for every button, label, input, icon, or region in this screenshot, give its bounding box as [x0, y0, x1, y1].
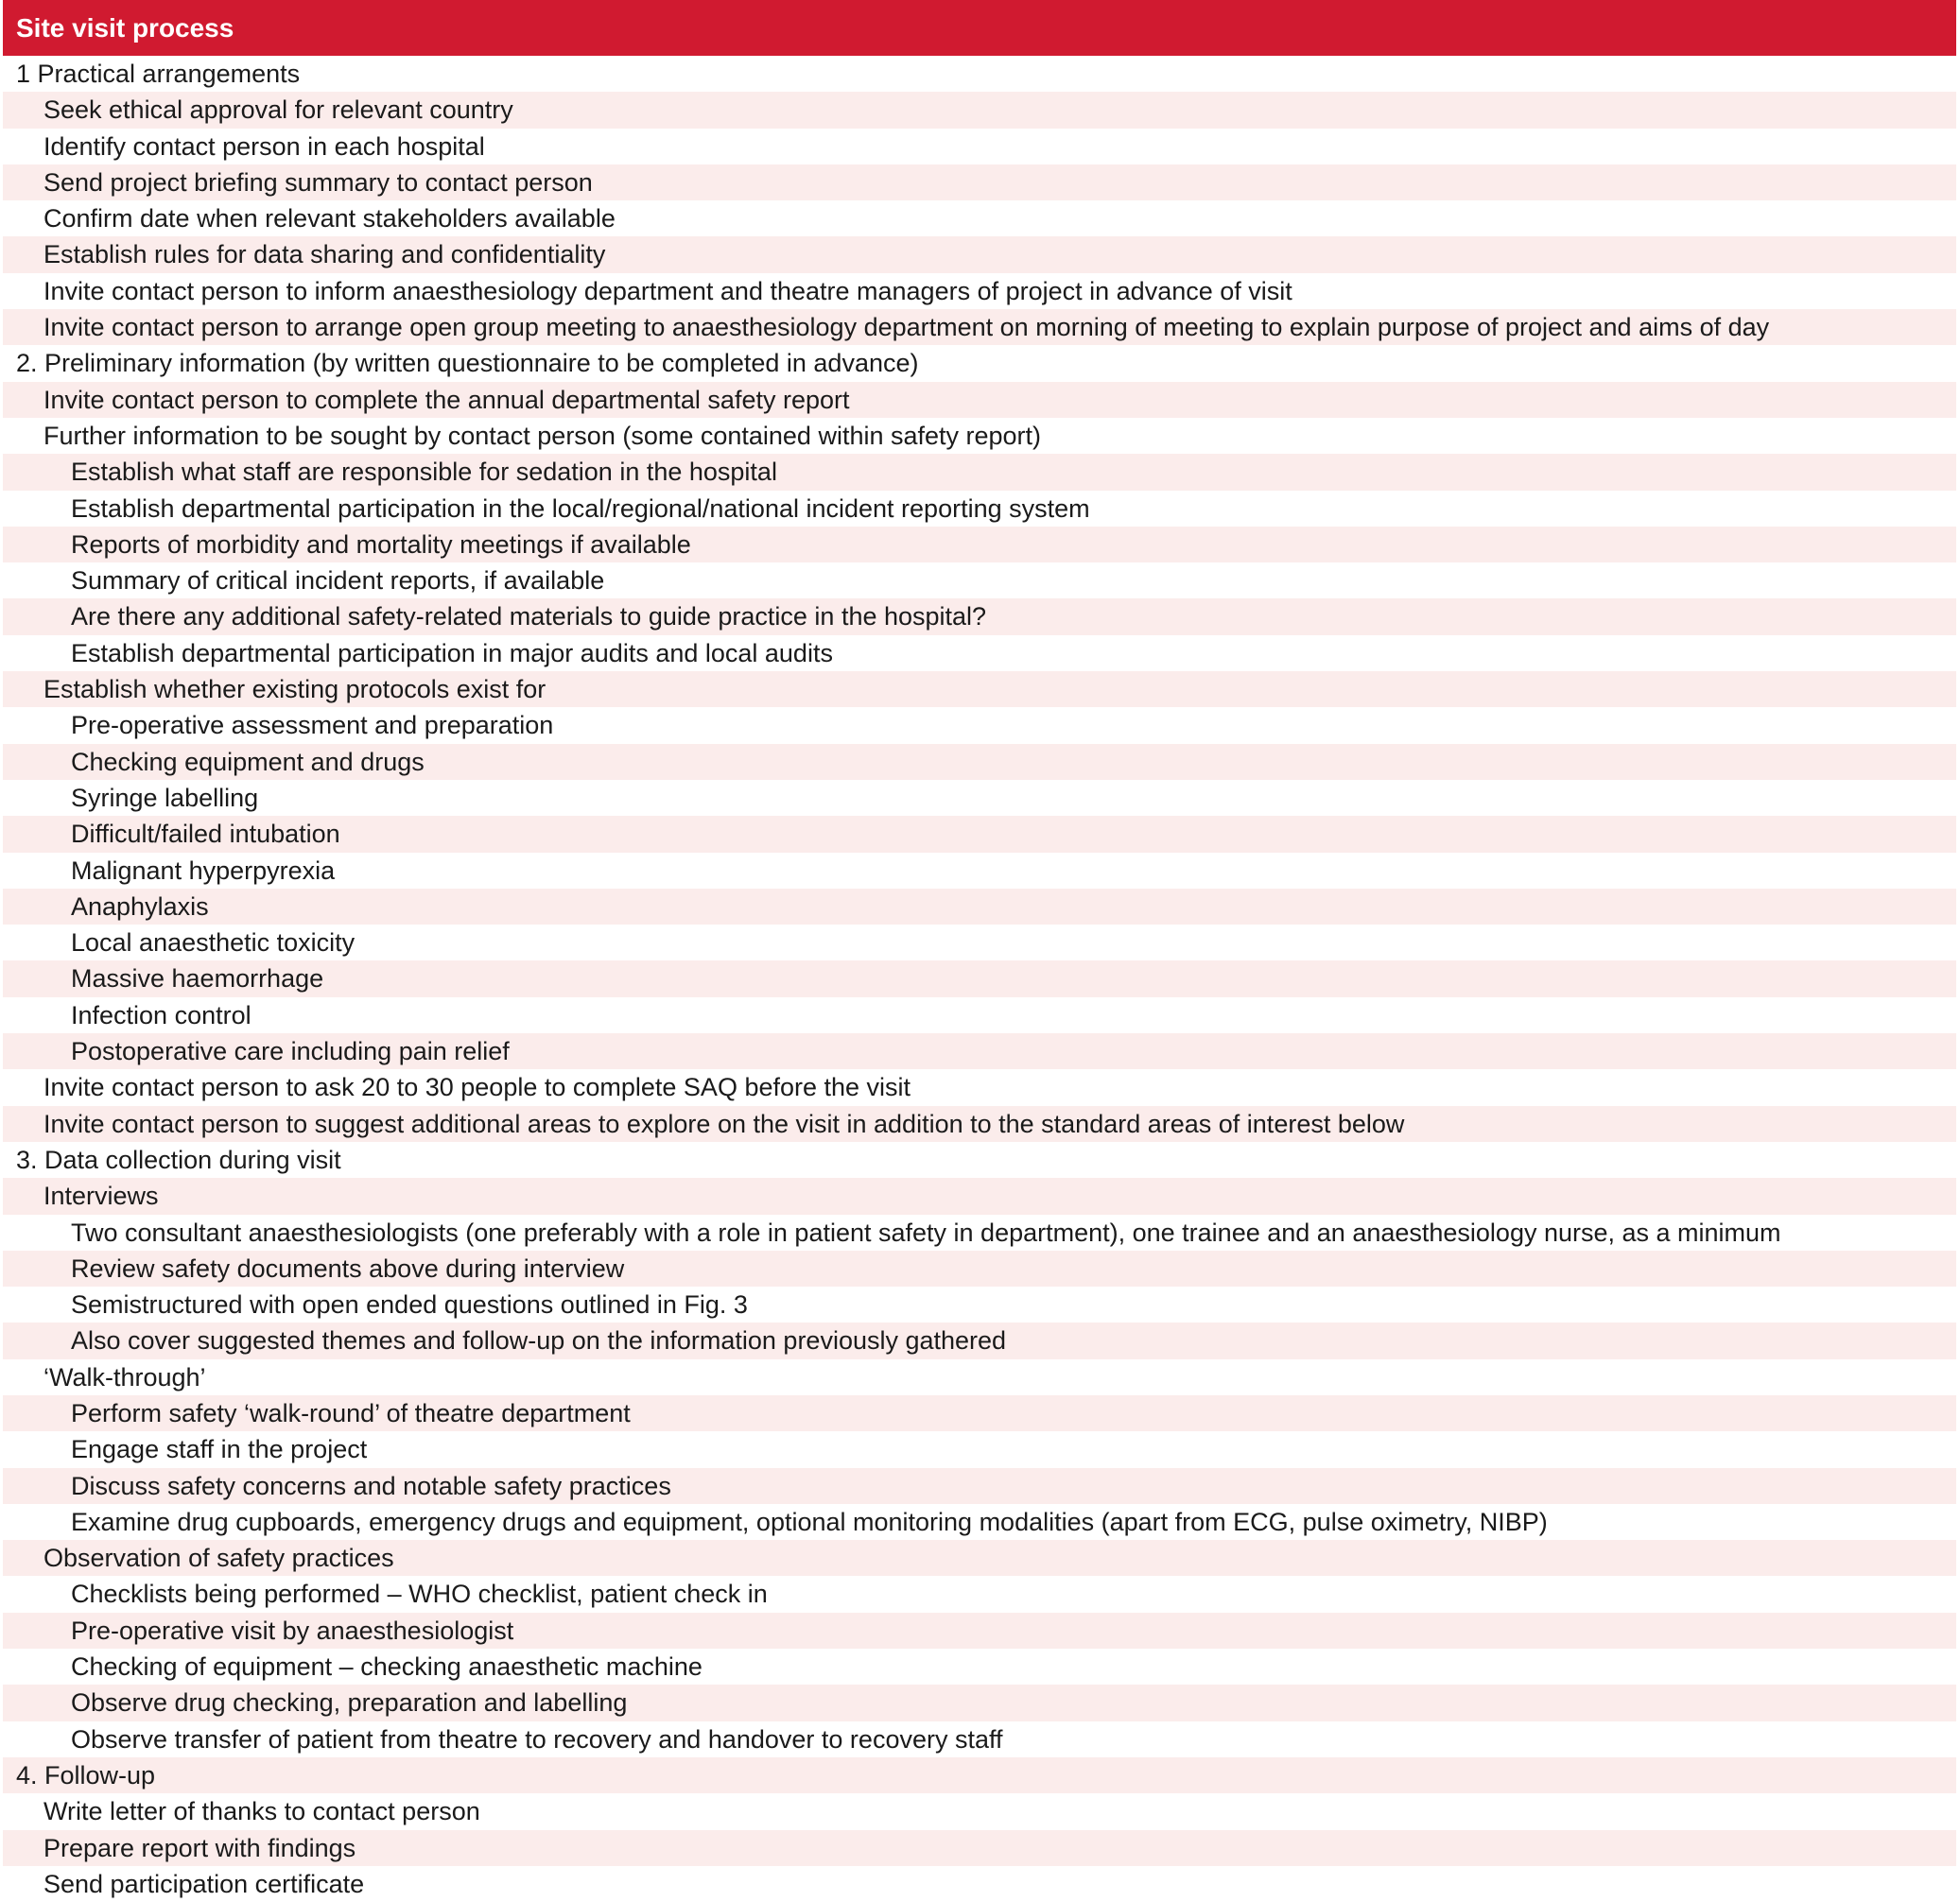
table-row: Interviews [3, 1178, 1956, 1214]
table-row: Invite contact person to ask 20 to 30 people to complete SAQ before the visit [3, 1069, 1956, 1105]
table-row: Confirm date when relevant stakeholders available [3, 200, 1956, 236]
table-row: Establish what staff are responsible for sedation in the hospital [3, 454, 1956, 490]
table-row: Identify contact person in each hospital [3, 129, 1956, 164]
table-title: Site visit process [3, 0, 1956, 56]
table-row: Discuss safety concerns and notable safety practices [3, 1468, 1956, 1504]
table-row: Observe transfer of patient from theatre to recovery and handover to recovery staff [3, 1721, 1956, 1757]
table-row: Semistructured with open ended questions outlined in Fig. 3 [3, 1287, 1956, 1323]
table-row: Perform safety ‘walk-round’ of theatre department [3, 1395, 1956, 1431]
table-body [3, 56, 1956, 1902]
table-row: Seek ethical approval for relevant country [3, 92, 1956, 128]
table-row: Establish rules for data sharing and confidentiality [3, 236, 1956, 272]
table-row: Observe drug checking, preparation and labelling [3, 1685, 1956, 1720]
table-row: Reports of morbidity and mortality meetings if available [3, 527, 1956, 562]
table-row: Local anaesthetic toxicity [3, 925, 1956, 960]
table-row: Checking of equipment – checking anaesthetic machine [3, 1649, 1956, 1685]
table-row: Syringe labelling [3, 780, 1956, 816]
table-row: Infection control [3, 997, 1956, 1033]
table-row: Prepare report with findings [3, 1830, 1956, 1866]
table-row: Establish departmental participation in the local/regional/national incident reporting system [3, 491, 1956, 527]
table-row: Examine drug cupboards, emergency drugs and equipment, optional monitoring modalities (apart from ECG, pulse oximetry, NIBP) [3, 1504, 1956, 1540]
section-heading-row: 4. Follow-up [3, 1757, 1956, 1793]
table-row: Invite contact person to complete the annual departmental safety report [3, 382, 1956, 418]
table-row: Difficult/failed intubation [3, 816, 1956, 852]
table-row: Anaphylaxis [3, 889, 1956, 925]
table-row: Malignant hyperpyrexia [3, 853, 1956, 889]
table-row: Further information to be sought by contact person (some contained within safety report) [3, 418, 1956, 454]
site-visit-table [3, 0, 1956, 1902]
table-row: Checklists being performed – WHO checklist, patient check in [3, 1576, 1956, 1612]
table-row: Write letter of thanks to contact person [3, 1793, 1956, 1829]
table-row: ‘Walk-through’ [3, 1359, 1956, 1395]
table-row: Summary of critical incident reports, if available [3, 562, 1956, 598]
table-row: Postoperative care including pain relief [3, 1033, 1956, 1069]
table-row: Pre-operative visit by anaesthesiologist [3, 1613, 1956, 1649]
section-heading-row: 3. Data collection during visit [3, 1142, 1956, 1178]
table-row: Invite contact person to suggest additional areas to explore on the visit in addition to the standard areas of interest below [3, 1106, 1956, 1142]
section-heading-row: 1 Practical arrangements [3, 56, 1956, 92]
table-row: Observation of safety practices [3, 1540, 1956, 1576]
table-row: Checking equipment and drugs [3, 744, 1956, 780]
table-row: Invite contact person to inform anaesthesiology department and theatre managers of project in advance of visit [3, 273, 1956, 309]
table-row: Pre-operative assessment and preparation [3, 707, 1956, 743]
table-row: Massive haemorrhage [3, 960, 1956, 996]
table-row: Engage staff in the project [3, 1431, 1956, 1467]
table-row: Send project briefing summary to contact person [3, 164, 1956, 200]
table-row: Also cover suggested themes and follow-up on the information previously gathered [3, 1323, 1956, 1358]
section-heading-row: 2. Preliminary information (by written questionnaire to be completed in advance) [3, 345, 1956, 381]
table-row: Review safety documents above during interview [3, 1251, 1956, 1287]
table-row: Establish departmental participation in major audits and local audits [3, 635, 1956, 671]
table-row: Establish whether existing protocols exist for [3, 671, 1956, 707]
table-row: Send participation certificate [3, 1866, 1956, 1902]
table-row: Are there any additional safety-related materials to guide practice in the hospital? [3, 598, 1956, 634]
table-row: Two consultant anaesthesiologists (one preferably with a role in patient safety in department), one trainee and an anaesthesiology nurse, as a minimum [3, 1215, 1956, 1251]
table-row: Invite contact person to arrange open group meeting to anaesthesiology department on morning of meeting to explain purpose of project and aims of day [3, 309, 1956, 345]
